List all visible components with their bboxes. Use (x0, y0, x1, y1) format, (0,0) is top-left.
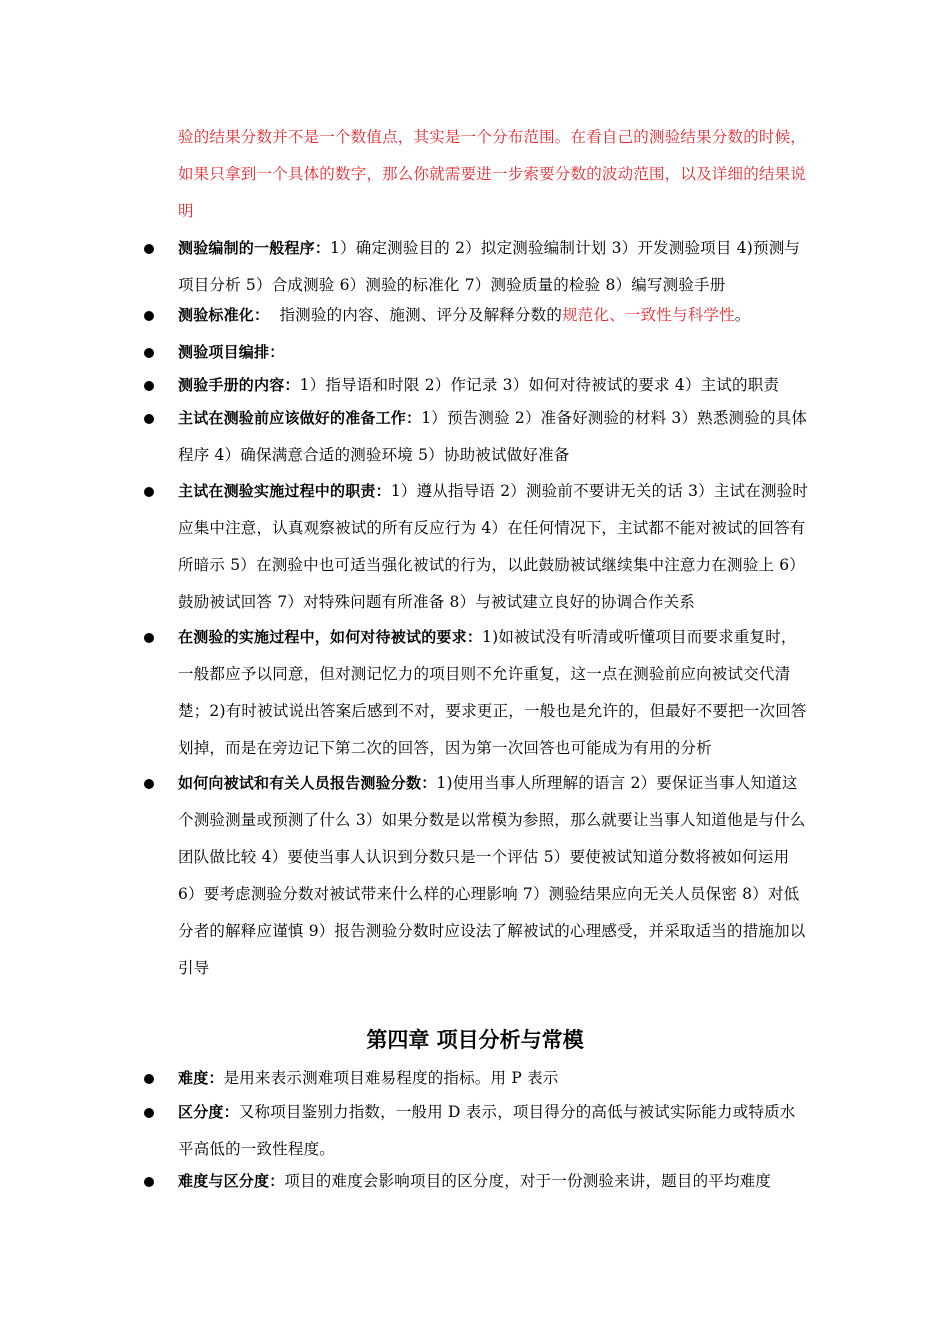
item-term: 如何向被试和有关人员报告测验分数 (178, 774, 422, 792)
bullet-icon (144, 400, 156, 437)
bullet-icon (144, 1060, 156, 1097)
list-item (178, 367, 810, 404)
item-term: 区分度 (178, 1103, 224, 1121)
item-term: 测验项目编排 (178, 343, 270, 361)
item-term: 主试在测验实施过程中的职责 (178, 482, 376, 500)
chapter-title: 第四章 项目分析与常模 (366, 1028, 584, 1052)
item-term: 主试在测验前应该做好的准备工作 (178, 409, 407, 427)
list-item (178, 619, 810, 767)
item-text: 指测验的内容、施测、评分及解释分数的 (279, 306, 563, 324)
list-item (178, 297, 810, 334)
list-item (178, 230, 810, 304)
bullet-icon (144, 367, 156, 404)
bullet-icon (144, 1094, 156, 1131)
list-item (178, 473, 810, 621)
bullet-icon (144, 765, 156, 802)
item-separator: ： (284, 376, 300, 394)
item-separator: ： (269, 1172, 285, 1190)
item-term: 难度与区分度 (178, 1172, 270, 1190)
item-text: 项目的难度会影响项目的区分度，对于一份测验来讲，题目的平均难度 (284, 1172, 772, 1190)
list-item (178, 1094, 810, 1168)
list-item (178, 765, 810, 987)
item-separator: ： (466, 628, 483, 646)
bullet-icon (144, 334, 156, 371)
item-separator: ： (254, 306, 270, 324)
list-item (178, 400, 810, 474)
item-tail: 。 (734, 306, 751, 324)
item-term: 测验手册的内容 (178, 376, 285, 394)
item-text: 1）遵从指导语 2）测验前不要讲无关的话 3）主试在测验时应集中注意，认真观察被试的所有反应行为 4）在任何情况下，主试都不能对被试的回答有所暗示 5）在测验中也可适当强化被试的行为，以此鼓励被试继续集中注意力在测验上 6）鼓励被试回答 7）对特殊问题有所准备 8）与被试建立良好的协调合作关系 (178, 482, 809, 611)
item-separator: ： (314, 239, 331, 257)
item-text: 是用来表示测难项目难易程度的指标。用 P 表示 (223, 1069, 559, 1087)
bullet-icon (144, 297, 156, 334)
bullet-icon (144, 1163, 156, 1200)
item-separator: ： (223, 1103, 239, 1121)
intro-paragraph: 验的结果分数并不是一个数值点，其实是一个分布范围。在看自己的测验结果分数的时候，如果只拿到一个具体的数字，那么你就需要进一步索要分数的波动范围，以及详细的结果说明 (178, 128, 807, 220)
bullet-icon (144, 473, 156, 510)
item-text: 1）预告测验 2）准备好测验的材料 3）熟悉测验的具体程序 4）确保满意合适的测验环境 5）协助被试做好准备 (178, 409, 808, 464)
item-text: 1)使用当事人所理解的语言 2）要保证当事人知道这个测验测量或预测了什么 3）如果分数是以常模为参照，那么就要让当事人知道他是与什么团队做比较 4）要使当事人认识到分数只是一个评估 5）要使被试知道分数将被如何运用 6）要考虑测验分数对被试带来什么样的心理影响 7）测验结果应向无关人员保密 8）对低分者的解释应谨慎 9）报告测验分数时应设法了解被试的心理感受，并采取适当的措施加以引导 (178, 774, 806, 977)
item-highlight: 规范化、一致性与科学性 (562, 306, 735, 324)
list-item (178, 334, 810, 371)
item-text: 又称项目鉴别力指数，一般用 D 表示，项目得分的高低与被试实际能力或特质水平高低的一致性程度。 (178, 1103, 796, 1158)
list-item (178, 1060, 810, 1097)
item-text: 1)如被试没有听清或听懂项目而要求重复时，一般都应予以同意，但对测记忆力的项目则不允许重复，这一点在测验前应向被试交代清楚；2)有时被试说出答案后感到不对，要求更正，一般也是允许的，但最好不要把一次回答划掉，而是在旁边记下第二次的回答，因为第一次回答也可能成为有用的分析 (178, 628, 807, 757)
item-separator: ： (406, 409, 422, 427)
item-separator: ： (375, 482, 391, 500)
item-term: 在测验的实施过程中，如何对待被试的要求 (178, 628, 467, 646)
item-separator: ： (269, 343, 285, 361)
item-separator: ： (421, 774, 437, 792)
item-term: 测验标准化 (178, 306, 255, 324)
bullet-icon (144, 619, 156, 656)
item-separator: ： (208, 1069, 224, 1087)
item-term: 难度 (178, 1069, 209, 1087)
item-term: 测验编制的一般程序 (178, 239, 315, 257)
bullet-icon (144, 230, 156, 267)
item-text: 1）确定测验目的 2）拟定测验编制计划 3）开发测验项目 4)预测与项目分析 5）合成测验 6）测验的标准化 7）测验质量的检验 8）编写测验手册 (178, 239, 801, 294)
list-item (178, 1163, 810, 1200)
item-text: 1）指导语和时限 2）作记录 3）如何对待被试的要求 4）主试的职责 (299, 376, 780, 394)
